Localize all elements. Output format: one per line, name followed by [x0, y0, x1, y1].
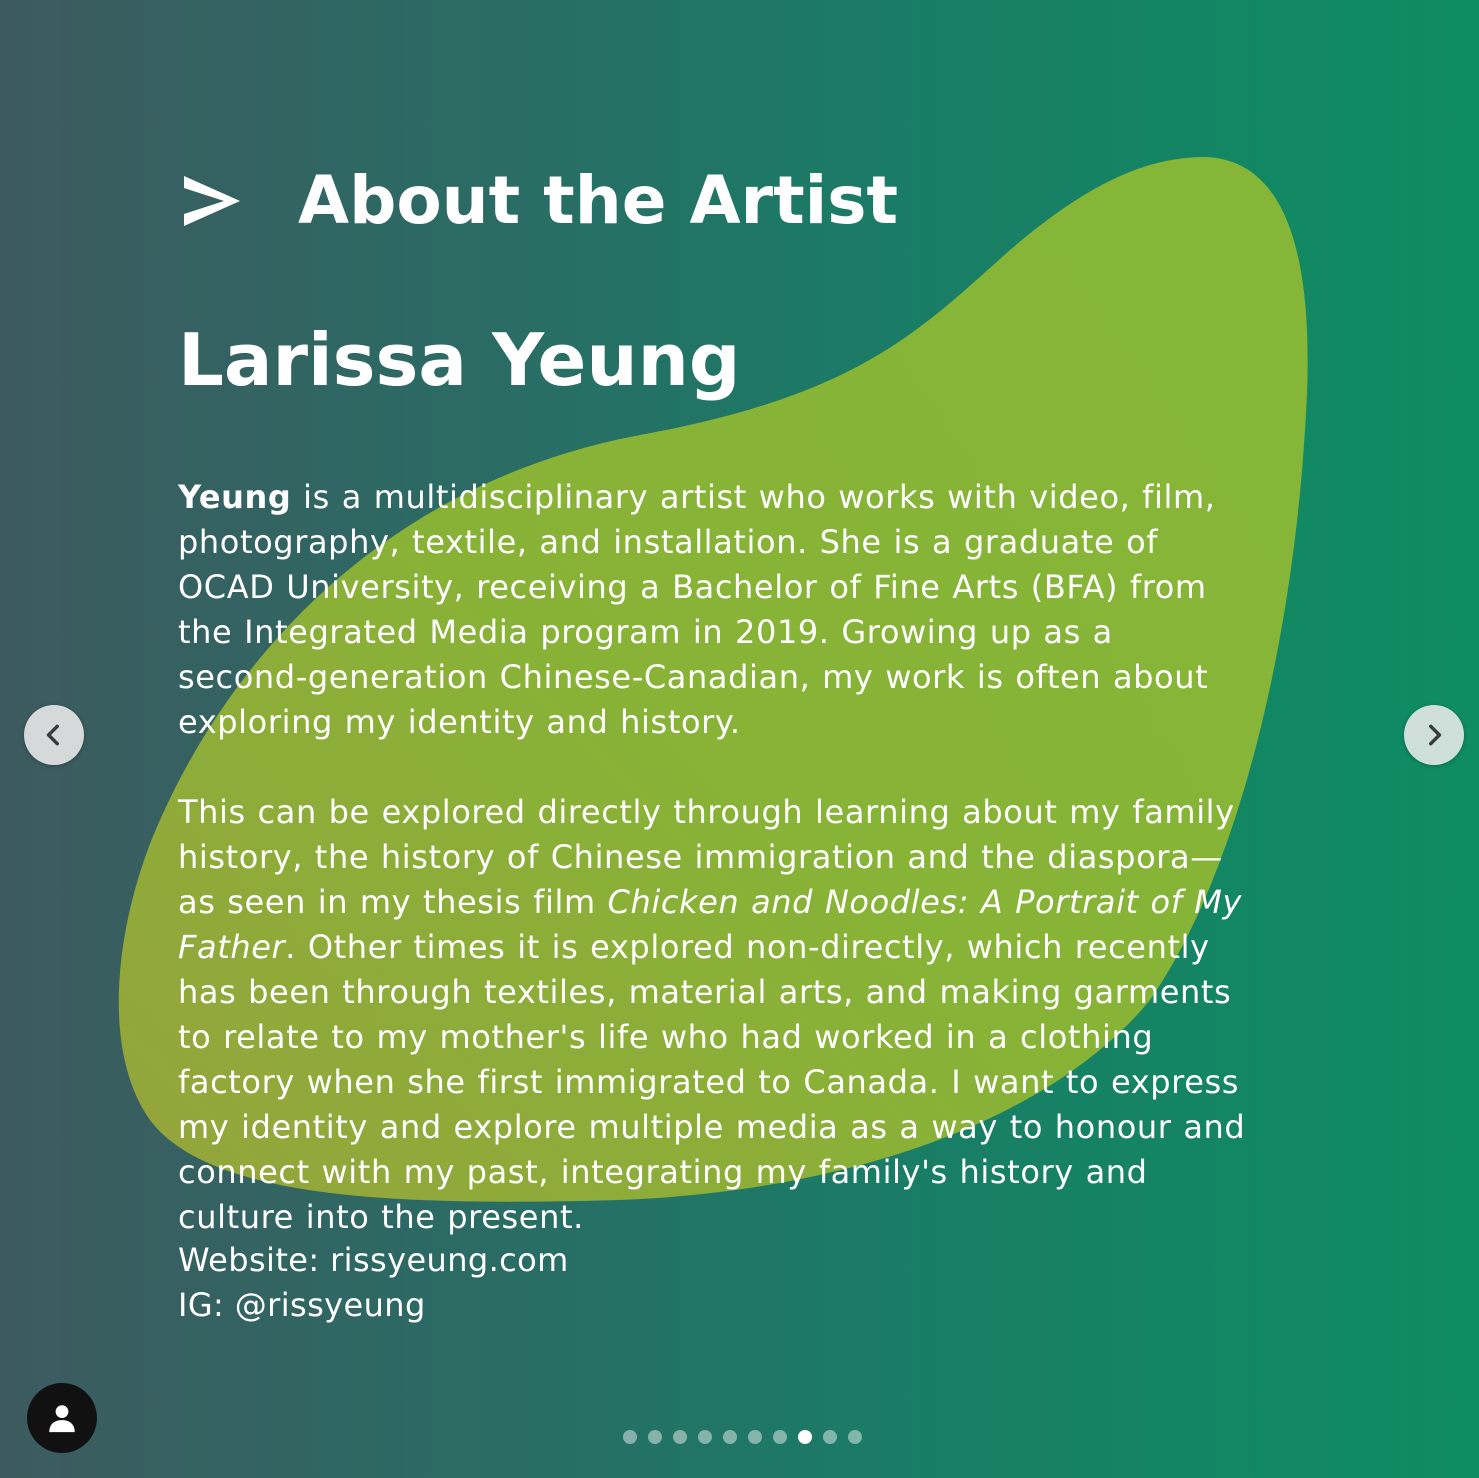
next-slide-button[interactable] — [1404, 705, 1464, 765]
thesis-film-title: Chicken and Noodles: A Portrait of My Father — [178, 883, 1243, 966]
bio-paragraph-2 — [178, 790, 1253, 1240]
pagination-dot[interactable] — [623, 1430, 637, 1444]
pagination-dot[interactable] — [673, 1430, 687, 1444]
instagram-line: IG: @rissyeung — [178, 1286, 426, 1324]
bio-paragraph-2-text-after: . Other times it is explored non-directly, which recently has been through textiles, material arts, and making garments to relate to my mother's life who had worked in a clothing factory when she first immigrated to Canada. I want to express my identity and explore multiple media as a way to honour and connect with my past, integrating my family's history and culture into the present. — [178, 928, 1246, 1236]
chevron-right-icon — [178, 168, 244, 234]
user-icon — [45, 1401, 79, 1435]
section-title: About the Artist — [298, 162, 899, 239]
previous-slide-button[interactable] — [24, 705, 84, 765]
pagination-dot[interactable] — [698, 1430, 712, 1444]
chevron-right-icon — [1421, 722, 1447, 748]
chevron-left-icon — [41, 722, 67, 748]
pagination-dot[interactable] — [648, 1430, 662, 1444]
contact-info — [178, 1238, 569, 1328]
bio-paragraph-1-text: is a multidisciplinary artist who works with video, film, photography, textile, and installation. She is a graduate of OCAD University, receiving a Bachelor of Fine Arts (BFA) from the Integrated Media program in 2019. Growing up as a second-generation Chinese-Canadian, my work is often about exploring my identity and history. — [178, 478, 1216, 741]
artist-name: Larissa Yeung — [178, 318, 741, 402]
pagination-dot[interactable] — [723, 1430, 737, 1444]
pagination-dot[interactable] — [748, 1430, 762, 1444]
pagination-dot[interactable] — [773, 1430, 787, 1444]
section-heading — [178, 162, 899, 239]
website-line: Website: rissyeung.com — [178, 1241, 569, 1279]
artist-bio — [178, 475, 1253, 1240]
tagged-user-button[interactable] — [27, 1383, 97, 1453]
bio-paragraph-1 — [178, 475, 1253, 745]
bio-paragraph-2-text-before: This can be explored directly through learning about my family history, the history of Chinese immigration and the diaspora—as seen in my thesis film — [178, 793, 1235, 921]
carousel-pagination — [623, 1430, 862, 1444]
pagination-dot-active[interactable] — [798, 1430, 812, 1444]
pagination-dot[interactable] — [823, 1430, 837, 1444]
bio-lead-name: Yeung — [178, 478, 292, 516]
pagination-dot[interactable] — [848, 1430, 862, 1444]
